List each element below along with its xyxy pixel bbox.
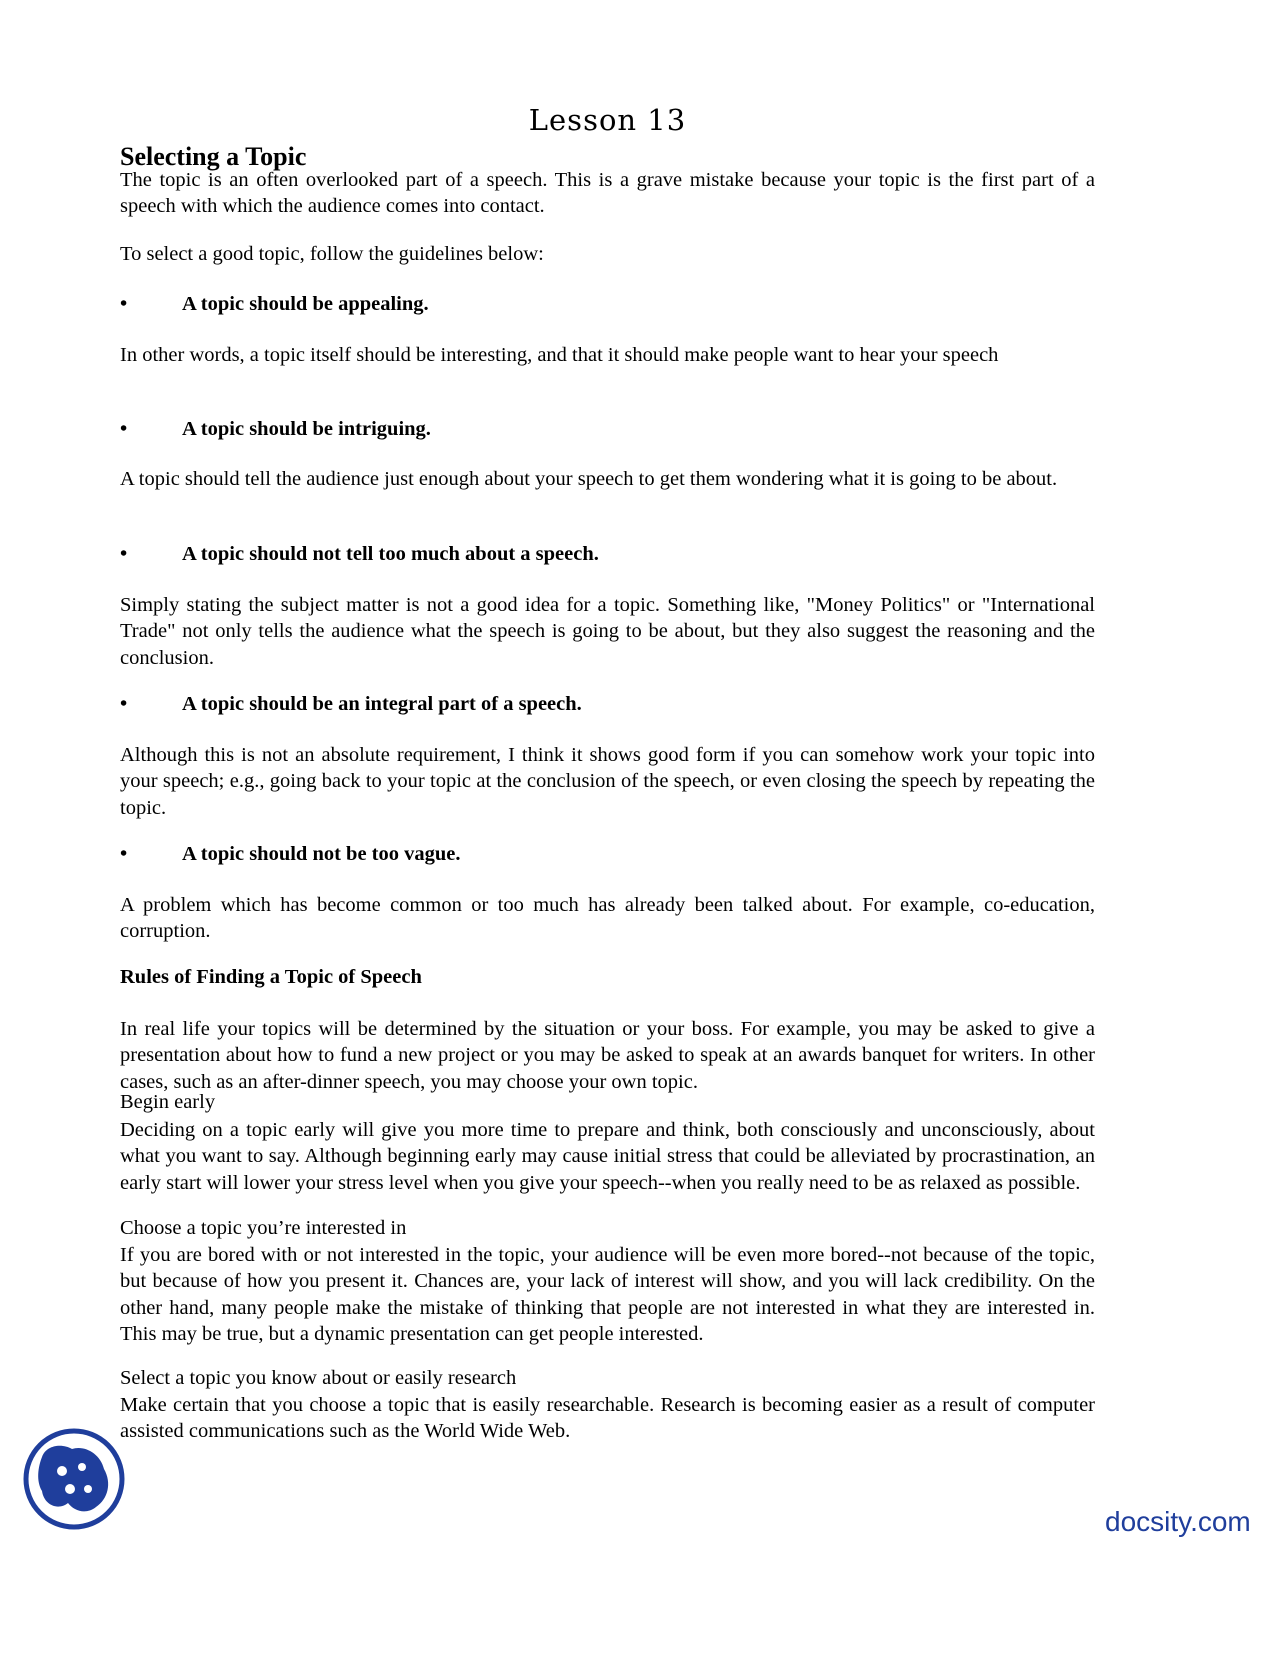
rule-text: If you are bored with or not interested in the topic, your audience will be even more bored--not because of the topic, but because of how you present it. Chances are, your lack of interest will show, and you will lack credibility. On the other hand, many people make the mistake of thinking that people are not interested in what they are interested in. This may be true, but a dynamic presentation can get people interested.: [120, 1244, 1095, 1345]
guideline-text: Although this is not an absolute requirement, I think it shows good form if you can somehow work your topic into your speech; e.g., going back to your topic at the conclusion of the speech, or even closing the speech by repeating the topic.: [120, 744, 1095, 819]
guideline-text: A problem which has become common or too much has already been talked about. For example, co-education, corruption.: [120, 894, 1095, 943]
rule-heading: Choose a topic you’re interested in: [120, 1217, 407, 1239]
intro-paragraph: The topic is an often overlooked part of a speech. This is a grave mistake because your topic is the first part of a speech with which the audience comes into contact.: [120, 169, 1095, 218]
bullet-icon: •: [120, 543, 128, 565]
guidelines-intro: To select a good topic, follow the guidelines below:: [120, 243, 544, 265]
docsity-logo-icon: [22, 1427, 126, 1531]
bullet-icon: •: [120, 418, 128, 440]
guideline-text: In other words, a topic itself should be interesting, and that it should make people want to hear your speech: [120, 344, 999, 366]
rule-text: Make certain that you choose a topic that is easily researchable. Research is becoming easier as a result of computer assisted communications such as the World Wide Web.: [120, 1394, 1095, 1443]
page-title: Selecting a Topic: [120, 142, 307, 171]
docsity-brand-text[interactable]: docsity.com: [1105, 1506, 1251, 1537]
lesson-number: Lesson 13: [528, 103, 687, 137]
bullet-icon: •: [120, 293, 128, 315]
rule-heading: Select a topic you know about or easily research: [120, 1367, 517, 1389]
rules-heading: Rules of Finding a Topic of Speech: [120, 966, 422, 988]
rule-heading: Begin early: [120, 1091, 216, 1113]
rules-intro: In real life your topics will be determined by the situation or your boss. For example, you may be asked to give a presentation about how to fund a new project or you may be asked to speak at an awards banquet for writers. In other cases, such as an after-dinner speech, you may choose your own topic.: [120, 1018, 1095, 1093]
bullet-icon: •: [120, 843, 128, 865]
guideline-text: A topic should tell the audience just enough about your speech to get them wondering what it is going to be about.: [120, 468, 1058, 490]
guideline-text: Simply stating the subject matter is not a good idea for a topic. Something like, "Money Politics" or "International Trade" not only tells the audience what the speech is going to be about, but they also suggest the reasoning and the conclusion.: [120, 594, 1095, 669]
bullet-icon: •: [120, 693, 128, 715]
rule-text: Deciding on a topic early will give you more time to prepare and think, both consciously and unconsciously, about what you want to say. Although beginning early may cause initial stress that could be alleviated by procrastination, an early start will lower your stress level when you give your speech--when you really need to be as relaxed as possible.: [120, 1119, 1095, 1194]
